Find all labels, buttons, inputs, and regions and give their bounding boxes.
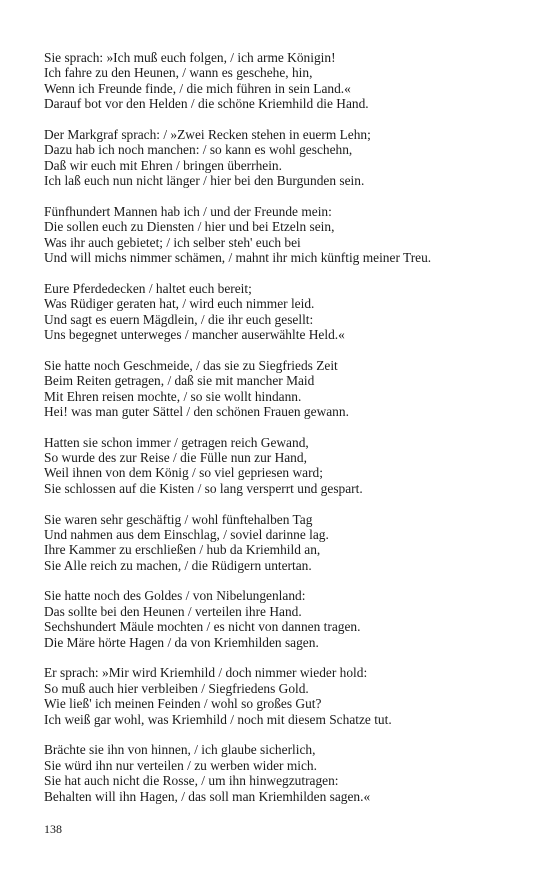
verse-line: Die sollen euch zu Diensten / hier und bei Etzeln sein, [44, 219, 335, 235]
verse-line: Beim Reiten getragen, / daß sie mit mancher Maid [44, 373, 315, 389]
page-number: 138 [44, 822, 62, 836]
verse-line: Und sagt es euern Mägdlein, / die ihr euch gesellt: [44, 311, 314, 327]
verse-line: Sie würd ihn nur verteilen / zu werben wider mich. [44, 757, 317, 773]
stanza [44, 358, 524, 420]
stanza [44, 588, 524, 650]
verse-line: Dazu hab ich noch manchen: / so kann es wohl geschehn, [44, 142, 353, 158]
stanza [44, 512, 524, 574]
verse-line: Sie hatte noch des Goldes / von Nibelungenland: [44, 588, 306, 604]
verse-line: Ich fahre zu den Heunen, / wann es geschehe, hin, [44, 65, 313, 81]
verse-line: Hei! was man guter Sättel / den schönen Frauen gewann. [44, 403, 349, 419]
verse-line: Und nahmen aus dem Einschlag, / soviel darinne lag. [44, 526, 329, 542]
verse-line: Sechshundert Mäule mochten / es nicht von dannen tragen. [44, 619, 361, 635]
verse-line: Wenn ich Freunde finde, / die mich führen in sein Land.« [44, 80, 351, 96]
verse-line: Darauf bot vor den Helden / die schöne Kriemhild die Hand. [44, 96, 369, 112]
verse-line: Mit Ehren reisen mochte, / so sie wollt hindann. [44, 388, 302, 404]
verse-line: Ich laß euch nun nicht länger / hier bei den Burgunden sein. [44, 173, 365, 189]
verse-line: Sie sprach: »Ich muß euch folgen, / ich arme Königin! [44, 50, 336, 65]
stanza [44, 50, 524, 112]
verse-line: Was ihr auch gebietet; / ich selber steh' euch bei [44, 234, 301, 250]
verse-line: Die Märe hörte Hagen / da von Kriemhilden sagen. [44, 634, 319, 650]
stanza [44, 742, 524, 804]
verse-line: Was Rüdiger geraten hat, / wird euch nimmer leid. [44, 296, 315, 312]
stanza [44, 281, 524, 343]
verse-line: So wurde des zur Reise / die Fülle nun zur Hand, [44, 450, 307, 466]
verse-line: Daß wir euch mit Ehren / bringen überrhein. [44, 157, 282, 173]
verse-line: Eure Pferdedecken / haltet euch bereit; [44, 280, 252, 296]
verse-line: Behalten will ihn Hagen, / das soll man Kriemhilden sagen.« [44, 788, 371, 804]
poem-text [44, 50, 524, 819]
verse-line: Sie schlossen auf die Kisten / so lang versperrt und gespart. [44, 480, 363, 496]
verse-line: Er sprach: »Mir wird Kriemhild / doch nimmer wieder hold: [44, 665, 368, 681]
verse-line: Weil ihnen von dem König / so viel gepriesen ward; [44, 465, 323, 481]
verse-line: Der Markgraf sprach: / »Zwei Recken stehen in euerm Lehn; [44, 126, 371, 142]
verse-line: Fünfhundert Mannen hab ich / und der Freunde mein: [44, 203, 332, 219]
verse-line: Hatten sie schon immer / getragen reich Gewand, [44, 434, 309, 450]
verse-line: Brächte sie ihn von hinnen, / ich glaube sicherlich, [44, 742, 316, 758]
verse-line: Sie Alle reich zu machen, / die Rüdigern untertan. [44, 557, 312, 573]
verse-line: Sie waren sehr geschäftig / wohl fünftehalben Tag [44, 511, 313, 527]
stanza [44, 204, 524, 266]
verse-line: Ich weiß gar wohl, was Kriemhild / noch mit diesem Schatze tut. [44, 711, 392, 727]
verse-line: So muß auch hier verbleiben / Siegfriedens Gold. [44, 680, 309, 696]
verse-line: Ihre Kammer zu erschließen / hub da Kriemhild an, [44, 542, 321, 558]
verse-line: Sie hatte noch Geschmeide, / das sie zu Siegfrieds Zeit [44, 357, 338, 373]
verse-line: Wie ließ' ich meinen Feinden / wohl so großes Gut? [44, 696, 322, 712]
stanza [44, 435, 524, 497]
stanza [44, 665, 524, 727]
stanza [44, 127, 524, 189]
verse-line: Und will michs nimmer schämen, / mahnt ihr mich künftig meiner Treu. [44, 250, 432, 266]
verse-line: Uns begegnet unterweges / mancher auserwählte Held.« [44, 326, 345, 342]
verse-line: Das sollte bei den Heunen / verteilen ihre Hand. [44, 603, 302, 619]
verse-line: Sie hat auch nicht die Rosse, / um ihn hinwegzutragen: [44, 773, 339, 789]
